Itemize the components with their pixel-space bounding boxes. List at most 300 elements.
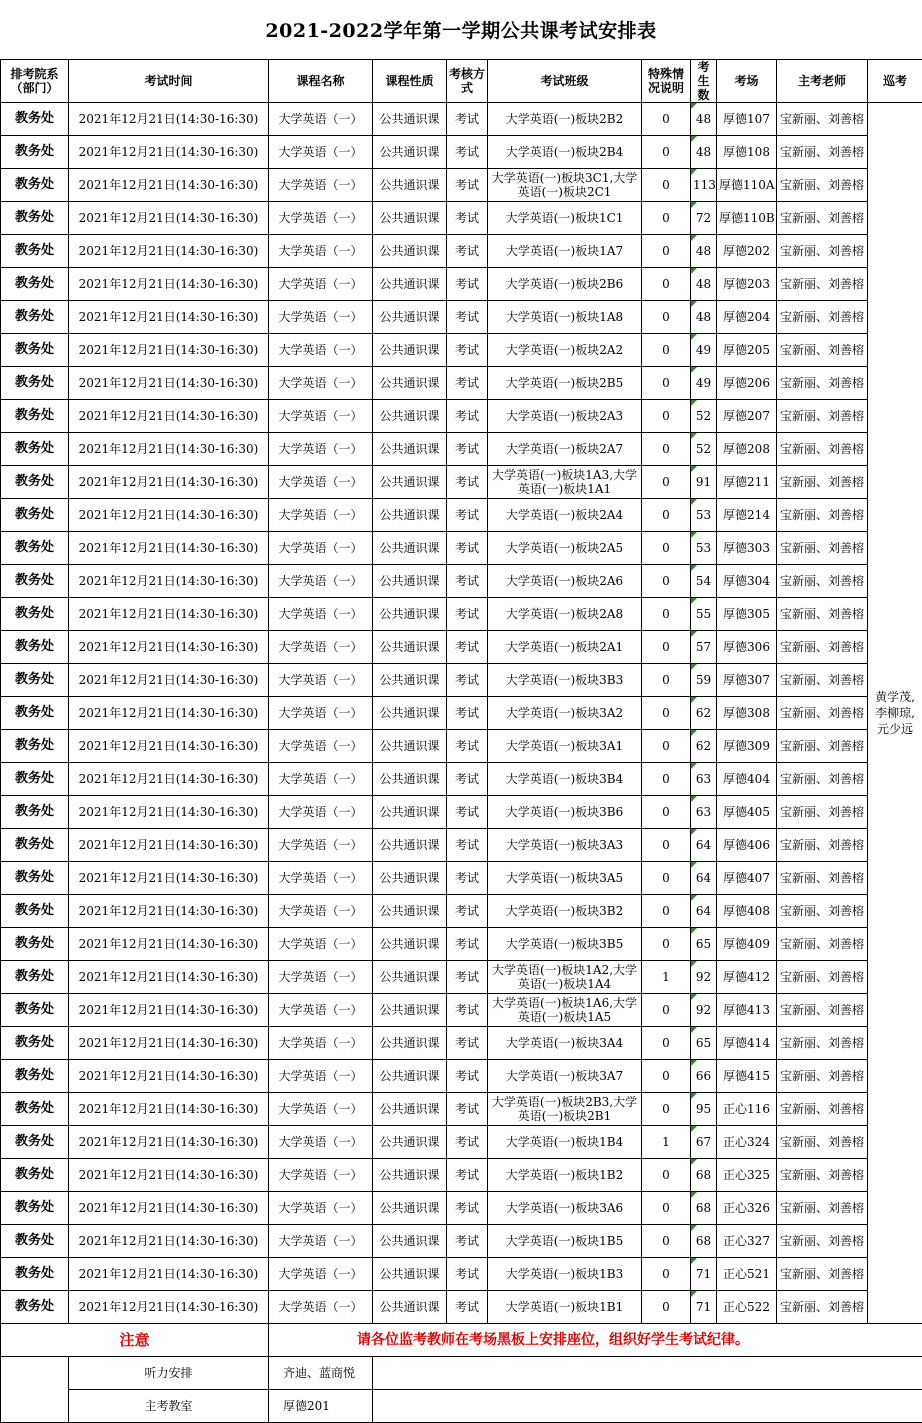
table-row	[1, 202, 922, 235]
nature-cell: 公共通识课	[373, 631, 447, 664]
nature-cell: 公共通识课	[373, 301, 447, 334]
table-row	[1, 301, 922, 334]
room-cell: 厚德305	[717, 598, 777, 631]
teacher-cell: 宝新丽、刘善榕	[777, 532, 868, 565]
dept-cell: 教务处	[1, 499, 69, 532]
method-cell: 考试	[447, 697, 488, 730]
course-cell: 大学英语（一）	[269, 268, 373, 301]
table-row	[1, 565, 922, 598]
header-time: 考试时间	[69, 60, 269, 103]
table-row	[1, 928, 922, 961]
table-row	[1, 1126, 922, 1159]
room-cell: 厚德413	[717, 994, 777, 1027]
dept-cell: 教务处	[1, 862, 69, 895]
count-cell: 68	[691, 1159, 717, 1192]
teacher-cell: 宝新丽、刘善榕	[777, 598, 868, 631]
teacher-cell: 宝新丽、刘善榕	[777, 202, 868, 235]
method-cell: 考试	[447, 400, 488, 433]
teacher-cell: 宝新丽、刘善榕	[777, 301, 868, 334]
count-cell: 92	[691, 961, 717, 994]
dept-cell: 教务处	[1, 1159, 69, 1192]
room-cell: 厚德214	[717, 499, 777, 532]
time-cell: 2021年12月21日(14:30-16:30)	[69, 400, 269, 433]
classes-cell: 大学英语(一)板块3B2	[488, 895, 642, 928]
method-cell: 考试	[447, 1258, 488, 1291]
nature-cell: 公共通识课	[373, 367, 447, 400]
course-cell: 大学英语（一）	[269, 301, 373, 334]
count-cell: 91	[691, 466, 717, 499]
course-cell: 大学英语（一）	[269, 829, 373, 862]
count-cell: 68	[691, 1192, 717, 1225]
room-cell: 厚德107	[717, 103, 777, 136]
teacher-cell: 宝新丽、刘善榕	[777, 169, 868, 202]
course-cell: 大学英语（一）	[269, 1192, 373, 1225]
teacher-cell: 宝新丽、刘善榕	[777, 1126, 868, 1159]
room-cell: 正心326	[717, 1192, 777, 1225]
method-cell: 考试	[447, 268, 488, 301]
header-count: 考生数	[691, 60, 717, 103]
table-row	[1, 268, 922, 301]
teacher-cell: 宝新丽、刘善榕	[777, 235, 868, 268]
nature-cell: 公共通识课	[373, 829, 447, 862]
time-cell: 2021年12月21日(14:30-16:30)	[69, 961, 269, 994]
time-cell: 2021年12月21日(14:30-16:30)	[69, 235, 269, 268]
course-cell: 大学英语（一）	[269, 1093, 373, 1126]
special-cell: 0	[642, 367, 691, 400]
special-cell: 0	[642, 499, 691, 532]
room-cell: 厚德211	[717, 466, 777, 499]
exam-room-value: 厚德201	[269, 1390, 373, 1423]
teacher-cell: 宝新丽、刘善榕	[777, 1192, 868, 1225]
dept-cell: 教务处	[1, 763, 69, 796]
classes-cell: 大学英语(一)板块2A6	[488, 565, 642, 598]
room-cell: 正心324	[717, 1126, 777, 1159]
count-cell: 52	[691, 433, 717, 466]
course-cell: 大学英语（一）	[269, 730, 373, 763]
course-cell: 大学英语（一）	[269, 961, 373, 994]
room-cell: 厚德405	[717, 796, 777, 829]
method-cell: 考试	[447, 136, 488, 169]
special-cell: 0	[642, 1225, 691, 1258]
time-cell: 2021年12月21日(14:30-16:30)	[69, 631, 269, 664]
classes-cell: 大学英语(一)板块2B5	[488, 367, 642, 400]
time-cell: 2021年12月21日(14:30-16:30)	[69, 301, 269, 334]
room-cell: 厚德404	[717, 763, 777, 796]
time-cell: 2021年12月21日(14:30-16:30)	[69, 466, 269, 499]
dept-cell: 教务处	[1, 466, 69, 499]
footer-blank-cell	[1, 1357, 69, 1423]
course-cell: 大学英语（一）	[269, 1258, 373, 1291]
course-cell: 大学英语（一）	[269, 334, 373, 367]
method-cell: 考试	[447, 334, 488, 367]
room-cell: 厚德206	[717, 367, 777, 400]
teacher-cell: 宝新丽、刘善榕	[777, 730, 868, 763]
nature-cell: 公共通识课	[373, 499, 447, 532]
course-cell: 大学英语（一）	[269, 763, 373, 796]
time-cell: 2021年12月21日(14:30-16:30)	[69, 1258, 269, 1291]
method-cell: 考试	[447, 301, 488, 334]
note-row	[1, 1324, 922, 1357]
room-cell: 厚德306	[717, 631, 777, 664]
time-cell: 2021年12月21日(14:30-16:30)	[69, 1126, 269, 1159]
course-cell: 大学英语（一）	[269, 631, 373, 664]
time-cell: 2021年12月21日(14:30-16:30)	[69, 334, 269, 367]
time-cell: 2021年12月21日(14:30-16:30)	[69, 664, 269, 697]
classes-cell: 大学英语(一)板块2A4	[488, 499, 642, 532]
teacher-cell: 宝新丽、刘善榕	[777, 565, 868, 598]
classes-cell: 大学英语(一)板块2A3	[488, 400, 642, 433]
count-cell: 68	[691, 1225, 717, 1258]
time-cell: 2021年12月21日(14:30-16:30)	[69, 1093, 269, 1126]
nature-cell: 公共通识课	[373, 433, 447, 466]
nature-cell: 公共通识课	[373, 1060, 447, 1093]
nature-cell: 公共通识课	[373, 862, 447, 895]
dept-cell: 教务处	[1, 1192, 69, 1225]
time-cell: 2021年12月21日(14:30-16:30)	[69, 1225, 269, 1258]
count-cell: 62	[691, 697, 717, 730]
room-cell: 厚德204	[717, 301, 777, 334]
time-cell: 2021年12月21日(14:30-16:30)	[69, 1192, 269, 1225]
special-cell: 0	[642, 598, 691, 631]
table-row	[1, 1027, 922, 1060]
table-row	[1, 499, 922, 532]
classes-cell: 大学英语(一)板块1A3,大学英语(一)板块1A1	[488, 466, 642, 499]
classes-cell: 大学英语(一)板块3A4	[488, 1027, 642, 1060]
exam-room-empty	[373, 1390, 922, 1423]
teacher-cell: 宝新丽、刘善榕	[777, 499, 868, 532]
dept-cell: 教务处	[1, 1291, 69, 1324]
count-cell: 71	[691, 1291, 717, 1324]
classes-cell: 大学英语(一)板块3B6	[488, 796, 642, 829]
teacher-cell: 宝新丽、刘善榕	[777, 1291, 868, 1324]
count-cell: 48	[691, 301, 717, 334]
listening-row	[1, 1357, 922, 1390]
table-row	[1, 796, 922, 829]
count-cell: 48	[691, 103, 717, 136]
table-row	[1, 532, 922, 565]
classes-cell: 大学英语(一)板块3B3	[488, 664, 642, 697]
special-cell: 0	[642, 532, 691, 565]
special-cell: 0	[642, 334, 691, 367]
time-cell: 2021年12月21日(14:30-16:30)	[69, 829, 269, 862]
dept-cell: 教务处	[1, 1225, 69, 1258]
method-cell: 考试	[447, 928, 488, 961]
teacher-cell: 宝新丽、刘善榕	[777, 895, 868, 928]
classes-cell: 大学英语(一)板块1A2,大学英语(一)板块1A4	[488, 961, 642, 994]
classes-cell: 大学英语(一)板块2A5	[488, 532, 642, 565]
method-cell: 考试	[447, 598, 488, 631]
teacher-cell: 宝新丽、刘善榕	[777, 400, 868, 433]
teacher-cell: 宝新丽、刘善榕	[777, 268, 868, 301]
header-patrol: 巡考	[868, 60, 922, 103]
teacher-cell: 宝新丽、刘善榕	[777, 1093, 868, 1126]
method-cell: 考试	[447, 565, 488, 598]
method-cell: 考试	[447, 895, 488, 928]
time-cell: 2021年12月21日(14:30-16:30)	[69, 202, 269, 235]
special-cell: 0	[642, 1192, 691, 1225]
room-cell: 厚德110B	[717, 202, 777, 235]
note-label: 注意	[1, 1324, 269, 1357]
method-cell: 考试	[447, 499, 488, 532]
count-cell: 52	[691, 400, 717, 433]
method-cell: 考试	[447, 1060, 488, 1093]
nature-cell: 公共通识课	[373, 994, 447, 1027]
nature-cell: 公共通识课	[373, 1027, 447, 1060]
nature-cell: 公共通识课	[373, 697, 447, 730]
course-cell: 大学英语（一）	[269, 400, 373, 433]
teacher-cell: 宝新丽、刘善榕	[777, 136, 868, 169]
nature-cell: 公共通识课	[373, 268, 447, 301]
room-cell: 厚德108	[717, 136, 777, 169]
time-cell: 2021年12月21日(14:30-16:30)	[69, 103, 269, 136]
special-cell: 0	[642, 202, 691, 235]
page-title: 2021-2022学年第一学期公共课考试安排表	[0, 0, 922, 59]
teacher-cell: 宝新丽、刘善榕	[777, 1225, 868, 1258]
special-cell: 0	[642, 433, 691, 466]
count-cell: 53	[691, 499, 717, 532]
table-row	[1, 829, 922, 862]
dept-cell: 教务处	[1, 1060, 69, 1093]
special-cell: 0	[642, 631, 691, 664]
course-cell: 大学英语（一）	[269, 202, 373, 235]
special-cell: 0	[642, 862, 691, 895]
time-cell: 2021年12月21日(14:30-16:30)	[69, 928, 269, 961]
nature-cell: 公共通识课	[373, 1192, 447, 1225]
nature-cell: 公共通识课	[373, 598, 447, 631]
method-cell: 考试	[447, 367, 488, 400]
dept-cell: 教务处	[1, 1093, 69, 1126]
method-cell: 考试	[447, 763, 488, 796]
count-cell: 67	[691, 1126, 717, 1159]
classes-cell: 大学英语(一)板块1B5	[488, 1225, 642, 1258]
room-cell: 厚德409	[717, 928, 777, 961]
special-cell: 0	[642, 1093, 691, 1126]
dept-cell: 教务处	[1, 400, 69, 433]
count-cell: 55	[691, 598, 717, 631]
special-cell: 0	[642, 1258, 691, 1291]
special-cell: 0	[642, 136, 691, 169]
table-footer	[1, 1324, 922, 1423]
count-cell: 63	[691, 763, 717, 796]
special-cell: 0	[642, 1060, 691, 1093]
method-cell: 考试	[447, 202, 488, 235]
count-cell: 113	[691, 169, 717, 202]
teacher-cell: 宝新丽、刘善榕	[777, 334, 868, 367]
classes-cell: 大学英语(一)板块3A3	[488, 829, 642, 862]
nature-cell: 公共通识课	[373, 466, 447, 499]
note-text: 请各位监考教师在考场黑板上安排座位，组织好学生考试纪律。	[269, 1324, 922, 1357]
nature-cell: 公共通识课	[373, 1291, 447, 1324]
classes-cell: 大学英语(一)板块1A8	[488, 301, 642, 334]
classes-cell: 大学英语(一)板块2B2	[488, 103, 642, 136]
course-cell: 大学英语（一）	[269, 235, 373, 268]
teacher-cell: 宝新丽、刘善榕	[777, 928, 868, 961]
method-cell: 考试	[447, 433, 488, 466]
room-cell: 厚德304	[717, 565, 777, 598]
table-row	[1, 433, 922, 466]
room-cell: 正心325	[717, 1159, 777, 1192]
header-course: 课程名称	[269, 60, 373, 103]
special-cell: 0	[642, 895, 691, 928]
header-room: 考场	[717, 60, 777, 103]
special-cell: 0	[642, 1159, 691, 1192]
teacher-cell: 宝新丽、刘善榕	[777, 1159, 868, 1192]
dept-cell: 教务处	[1, 697, 69, 730]
room-cell: 厚德110A	[717, 169, 777, 202]
classes-cell: 大学英语(一)板块2A8	[488, 598, 642, 631]
method-cell: 考试	[447, 1159, 488, 1192]
classes-cell: 大学英语(一)板块3B4	[488, 763, 642, 796]
dept-cell: 教务处	[1, 796, 69, 829]
dept-cell: 教务处	[1, 895, 69, 928]
teacher-cell: 宝新丽、刘善榕	[777, 103, 868, 136]
room-cell: 厚德309	[717, 730, 777, 763]
count-cell: 53	[691, 532, 717, 565]
count-cell: 72	[691, 202, 717, 235]
teacher-cell: 宝新丽、刘善榕	[777, 763, 868, 796]
time-cell: 2021年12月21日(14:30-16:30)	[69, 1159, 269, 1192]
room-cell: 厚德407	[717, 862, 777, 895]
dept-cell: 教务处	[1, 301, 69, 334]
table-row	[1, 697, 922, 730]
time-cell: 2021年12月21日(14:30-16:30)	[69, 268, 269, 301]
teacher-cell: 宝新丽、刘善榕	[777, 829, 868, 862]
teacher-cell: 宝新丽、刘善榕	[777, 466, 868, 499]
count-cell: 64	[691, 829, 717, 862]
course-cell: 大学英语（一）	[269, 499, 373, 532]
dept-cell: 教务处	[1, 829, 69, 862]
room-cell: 正心522	[717, 1291, 777, 1324]
course-cell: 大学英语（一）	[269, 565, 373, 598]
classes-cell: 大学英语(一)板块2A1	[488, 631, 642, 664]
time-cell: 2021年12月21日(14:30-16:30)	[69, 1291, 269, 1324]
room-cell: 厚德308	[717, 697, 777, 730]
time-cell: 2021年12月21日(14:30-16:30)	[69, 169, 269, 202]
exam-room-row	[1, 1390, 922, 1423]
room-cell: 厚德208	[717, 433, 777, 466]
method-cell: 考试	[447, 994, 488, 1027]
room-cell: 厚德303	[717, 532, 777, 565]
special-cell: 0	[642, 466, 691, 499]
table-row	[1, 730, 922, 763]
room-cell: 厚德414	[717, 1027, 777, 1060]
nature-cell: 公共通识课	[373, 532, 447, 565]
dept-cell: 教务处	[1, 532, 69, 565]
course-cell: 大学英语（一）	[269, 1060, 373, 1093]
teacher-cell: 宝新丽、刘善榕	[777, 994, 868, 1027]
special-cell: 1	[642, 961, 691, 994]
table-row	[1, 400, 922, 433]
nature-cell: 公共通识课	[373, 334, 447, 367]
course-cell: 大学英语（一）	[269, 994, 373, 1027]
nature-cell: 公共通识课	[373, 763, 447, 796]
special-cell: 0	[642, 268, 691, 301]
dept-cell: 教务处	[1, 1126, 69, 1159]
dept-cell: 教务处	[1, 202, 69, 235]
count-cell: 48	[691, 136, 717, 169]
method-cell: 考试	[447, 796, 488, 829]
teacher-cell: 宝新丽、刘善榕	[777, 697, 868, 730]
special-cell: 0	[642, 565, 691, 598]
table-row	[1, 466, 922, 499]
classes-cell: 大学英语(一)板块3A6	[488, 1192, 642, 1225]
method-cell: 考试	[447, 169, 488, 202]
table-row	[1, 103, 922, 136]
time-cell: 2021年12月21日(14:30-16:30)	[69, 499, 269, 532]
time-cell: 2021年12月21日(14:30-16:30)	[69, 598, 269, 631]
nature-cell: 公共通识课	[373, 1159, 447, 1192]
special-cell: 0	[642, 1027, 691, 1060]
room-cell: 厚德415	[717, 1060, 777, 1093]
count-cell: 65	[691, 928, 717, 961]
time-cell: 2021年12月21日(14:30-16:30)	[69, 697, 269, 730]
dept-cell: 教务处	[1, 961, 69, 994]
listening-label: 听力安排	[69, 1357, 269, 1390]
special-cell: 0	[642, 928, 691, 961]
table-row	[1, 1060, 922, 1093]
special-cell: 0	[642, 169, 691, 202]
method-cell: 考试	[447, 1027, 488, 1060]
classes-cell: 大学英语(一)板块2B3,大学英语(一)板块2B1	[488, 1093, 642, 1126]
classes-cell: 大学英语(一)板块2B6	[488, 268, 642, 301]
special-cell: 0	[642, 829, 691, 862]
teacher-cell: 宝新丽、刘善榕	[777, 796, 868, 829]
time-cell: 2021年12月21日(14:30-16:30)	[69, 565, 269, 598]
nature-cell: 公共通识课	[373, 730, 447, 763]
table-row	[1, 1225, 922, 1258]
nature-cell: 公共通识课	[373, 235, 447, 268]
count-cell: 57	[691, 631, 717, 664]
room-cell: 正心116	[717, 1093, 777, 1126]
course-cell: 大学英语（一）	[269, 895, 373, 928]
classes-cell: 大学英语(一)板块2A2	[488, 334, 642, 367]
time-cell: 2021年12月21日(14:30-16:30)	[69, 433, 269, 466]
count-cell: 65	[691, 1027, 717, 1060]
table-body	[1, 60, 922, 1324]
header-nature: 课程性质	[373, 60, 447, 103]
course-cell: 大学英语（一）	[269, 862, 373, 895]
dept-cell: 教务处	[1, 928, 69, 961]
count-cell: 64	[691, 895, 717, 928]
table-row	[1, 1159, 922, 1192]
time-cell: 2021年12月21日(14:30-16:30)	[69, 796, 269, 829]
method-cell: 考试	[447, 862, 488, 895]
nature-cell: 公共通识课	[373, 1093, 447, 1126]
method-cell: 考试	[447, 1291, 488, 1324]
course-cell: 大学英语（一）	[269, 1126, 373, 1159]
table-row	[1, 895, 922, 928]
count-cell: 49	[691, 334, 717, 367]
patrol-cell: 黄学茂,李柳琼,元少远	[868, 103, 922, 1324]
table-row	[1, 598, 922, 631]
special-cell: 0	[642, 235, 691, 268]
dept-cell: 教务处	[1, 631, 69, 664]
room-cell: 厚德202	[717, 235, 777, 268]
classes-cell: 大学英语(一)板块1B2	[488, 1159, 642, 1192]
course-cell: 大学英语（一）	[269, 532, 373, 565]
table-row	[1, 862, 922, 895]
method-cell: 考试	[447, 1192, 488, 1225]
special-cell: 0	[642, 796, 691, 829]
table-row	[1, 169, 922, 202]
header-teacher: 主考老师	[777, 60, 868, 103]
room-cell: 厚德408	[717, 895, 777, 928]
course-cell: 大学英语（一）	[269, 367, 373, 400]
count-cell: 63	[691, 796, 717, 829]
count-cell: 66	[691, 1060, 717, 1093]
table-row	[1, 136, 922, 169]
course-cell: 大学英语（一）	[269, 466, 373, 499]
